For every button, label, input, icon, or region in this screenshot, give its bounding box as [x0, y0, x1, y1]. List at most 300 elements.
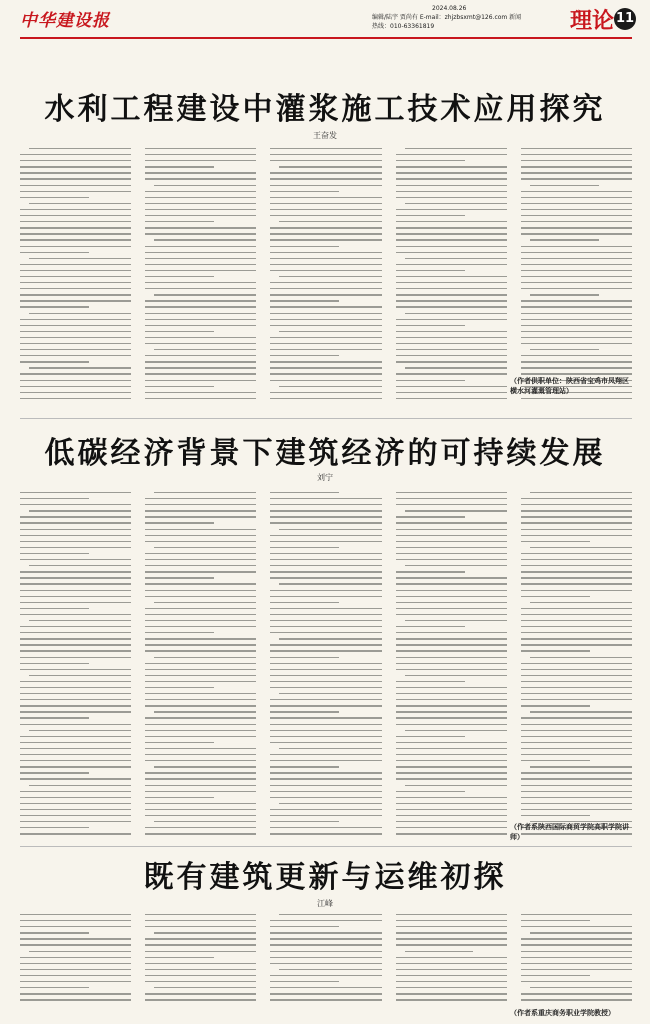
- text-line: [20, 797, 131, 798]
- text-line: [20, 154, 131, 155]
- text-line: [145, 306, 256, 307]
- text-line: [270, 203, 381, 204]
- text-line: [521, 313, 632, 314]
- text-line: [145, 565, 256, 566]
- text-line: [270, 596, 381, 597]
- text-line: [20, 337, 131, 338]
- text-line: [145, 541, 256, 542]
- text-line: [145, 969, 256, 970]
- text-line: [396, 717, 507, 718]
- text-line: [270, 288, 381, 289]
- text-line: [145, 951, 256, 952]
- article-2-author-note: （作者系陕西国际商贸学院高职学院讲师）: [510, 823, 629, 841]
- text-line: [521, 650, 590, 651]
- text-line: [396, 270, 465, 271]
- article-3-author-note: （作者系重庆商务职业学院教授）: [510, 1009, 615, 1017]
- text-line: [20, 529, 131, 530]
- text-line: [145, 282, 256, 283]
- text-line: [145, 246, 256, 247]
- text-line: [270, 724, 381, 725]
- text-line: [396, 614, 507, 615]
- article-3-body: [20, 914, 632, 1006]
- text-line: [20, 644, 131, 645]
- text-line: [396, 699, 507, 700]
- text-line: [270, 349, 381, 350]
- text-line: [270, 148, 381, 149]
- text-line: [20, 386, 131, 387]
- text-line: [521, 663, 632, 664]
- text-line: [521, 620, 632, 621]
- text-line: [396, 541, 507, 542]
- text-line: [20, 969, 131, 970]
- text-line: [396, 969, 507, 970]
- text-line: [521, 951, 632, 952]
- text-line: [145, 693, 256, 694]
- text-line: [521, 516, 632, 517]
- text-line: [270, 669, 381, 670]
- text-line: [396, 553, 507, 554]
- text-line: [396, 944, 507, 945]
- text-line: [396, 294, 507, 295]
- text-line: [405, 203, 507, 204]
- text-line: [145, 778, 256, 779]
- text-line: [145, 361, 256, 362]
- text-line: [521, 815, 590, 816]
- text-line: [270, 932, 381, 933]
- text-line: [20, 300, 131, 301]
- text-line: [521, 944, 632, 945]
- text-line: [20, 981, 131, 982]
- text-line: [521, 541, 590, 542]
- article-3-byline: 江峰: [317, 899, 333, 908]
- text-line: [396, 498, 507, 499]
- text-line: [145, 288, 256, 289]
- text-line: [396, 504, 507, 505]
- text-line: [20, 987, 89, 988]
- text-line: [154, 602, 256, 603]
- text-line: [521, 565, 632, 566]
- text-line: [270, 160, 381, 161]
- text-line: [20, 166, 131, 167]
- text-line: [530, 711, 632, 712]
- text-line: [20, 577, 131, 578]
- text-line: [145, 535, 256, 536]
- text-line: [521, 300, 632, 301]
- text-line: [20, 571, 131, 572]
- text-line: [145, 644, 256, 645]
- text-line: [145, 160, 256, 161]
- text-line: [396, 398, 507, 399]
- text-line: [521, 803, 632, 804]
- text-line: [270, 343, 381, 344]
- text-line: [20, 197, 89, 198]
- text-line: [20, 999, 131, 1000]
- text-line: [405, 148, 507, 149]
- text-line: [521, 529, 632, 530]
- text-line: [396, 535, 507, 536]
- article-3-col-2: [145, 914, 256, 1006]
- text-line: [521, 785, 632, 786]
- text-line: [530, 239, 599, 240]
- text-line: [270, 246, 339, 247]
- text-line: [29, 313, 131, 314]
- text-line: [145, 331, 214, 332]
- text-line: [145, 270, 256, 271]
- text-line: [145, 675, 256, 676]
- text-line: [396, 288, 507, 289]
- text-line: [145, 373, 256, 374]
- text-line: [396, 577, 507, 578]
- article-2-title: 低碳经济背景下建筑经济的可持续发展: [44, 436, 606, 471]
- text-line: [270, 766, 339, 767]
- text-line: [396, 559, 507, 560]
- text-line: [521, 772, 632, 773]
- text-line: [396, 571, 465, 572]
- text-line: [270, 833, 381, 834]
- text-line: [20, 669, 131, 670]
- text-line: [145, 343, 256, 344]
- text-line: [20, 553, 89, 554]
- text-line: [20, 172, 131, 173]
- text-line: [521, 355, 632, 356]
- text-line: [20, 492, 131, 493]
- article-1-body: [20, 148, 632, 408]
- text-line: [521, 270, 632, 271]
- text-line: [270, 772, 381, 773]
- text-line: [396, 920, 507, 921]
- text-line: [145, 172, 256, 173]
- text-line: [521, 809, 632, 810]
- text-line: [405, 675, 507, 676]
- text-line: [20, 319, 131, 320]
- text-line: [396, 650, 507, 651]
- text-line: [145, 638, 256, 639]
- masthead-meta: [372, 4, 522, 31]
- text-line: [270, 252, 381, 253]
- text-line: [20, 766, 131, 767]
- text-line: [145, 209, 256, 210]
- text-line: [145, 803, 256, 804]
- text-line: [521, 626, 632, 627]
- text-line: [145, 663, 256, 664]
- text-line: [279, 221, 381, 222]
- text-line: [145, 516, 256, 517]
- masthead: [0, 0, 650, 44]
- text-line: [396, 815, 507, 816]
- text-line: [145, 754, 256, 755]
- text-line: [270, 999, 381, 1000]
- text-line: [521, 172, 632, 173]
- section-divider-1: [20, 418, 632, 419]
- text-line: [521, 148, 632, 149]
- text-line: [521, 632, 632, 633]
- text-line: [20, 178, 131, 179]
- text-line: [279, 583, 381, 584]
- text-line: [20, 331, 131, 332]
- text-line: [145, 215, 256, 216]
- text-line: [521, 191, 632, 192]
- text-line: [145, 717, 256, 718]
- text-line: [279, 386, 381, 387]
- article-2-col-2: [145, 492, 256, 842]
- text-line: [521, 969, 632, 970]
- text-line: [270, 620, 381, 621]
- text-line: [154, 932, 256, 933]
- text-line: [29, 148, 131, 149]
- article-3-col-5: [521, 914, 632, 1006]
- text-line: [396, 626, 465, 627]
- text-line: [145, 681, 256, 682]
- text-line: [20, 596, 131, 597]
- text-line: [405, 951, 474, 952]
- text-line: [154, 239, 256, 240]
- text-line: [270, 270, 381, 271]
- text-line: [521, 154, 632, 155]
- text-line: [145, 736, 256, 737]
- text-line: [270, 993, 381, 994]
- text-line: [20, 657, 131, 658]
- text-line: [20, 227, 131, 228]
- text-line: [396, 373, 507, 374]
- text-line: [145, 191, 256, 192]
- text-line: [270, 809, 381, 810]
- text-line: [396, 522, 507, 523]
- text-line: [270, 294, 381, 295]
- text-line: [396, 821, 507, 822]
- text-line: [279, 166, 381, 167]
- text-line: [521, 166, 632, 167]
- text-line: [145, 772, 256, 773]
- article-3-title: 既有建筑更新与运维初探: [143, 860, 507, 895]
- text-line: [20, 590, 131, 591]
- text-line: [270, 957, 381, 958]
- text-line: [521, 504, 632, 505]
- text-line: [20, 276, 131, 277]
- text-line: [521, 510, 632, 511]
- text-line: [29, 675, 131, 676]
- text-line: [396, 233, 507, 234]
- text-line: [20, 815, 131, 816]
- text-line: [270, 797, 381, 798]
- text-line: [521, 687, 632, 688]
- text-line: [270, 657, 339, 658]
- text-line: [396, 386, 507, 387]
- text-line: [20, 215, 131, 216]
- text-line: [20, 938, 131, 939]
- text-line: [29, 203, 131, 204]
- text-line: [396, 380, 465, 381]
- text-line: [270, 687, 381, 688]
- text-line: [145, 791, 256, 792]
- text-line: [521, 938, 632, 939]
- text-line: [270, 778, 381, 779]
- text-line: [20, 325, 131, 326]
- text-line: [20, 547, 131, 548]
- text-line: [270, 602, 339, 603]
- text-line: [20, 626, 131, 627]
- text-line: [20, 233, 131, 234]
- text-line: [521, 993, 632, 994]
- text-line: [145, 319, 256, 320]
- text-line: [20, 602, 131, 603]
- text-line: [270, 717, 381, 718]
- text-line: [521, 926, 632, 927]
- text-line: [270, 650, 381, 651]
- text-line: [396, 963, 507, 964]
- text-line: [154, 349, 256, 350]
- text-line: [405, 510, 507, 511]
- text-line: [270, 492, 339, 493]
- text-line: [270, 730, 381, 731]
- section-title: 理论: [570, 8, 615, 34]
- newspaper-logo: 中华建设报: [20, 11, 110, 31]
- text-line: [396, 185, 507, 186]
- text-line: [20, 355, 131, 356]
- text-line: [270, 380, 381, 381]
- text-line: [20, 288, 131, 289]
- text-line: [270, 522, 381, 523]
- text-line: [521, 276, 632, 277]
- text-line: [20, 803, 131, 804]
- text-line: [396, 754, 507, 755]
- text-line: [29, 258, 131, 259]
- text-line: [270, 373, 381, 374]
- article-2-col-3: [270, 492, 381, 842]
- text-line: [20, 306, 89, 307]
- text-line: [145, 386, 214, 387]
- text-line: [20, 809, 131, 810]
- text-line: [396, 748, 507, 749]
- text-line: [20, 748, 131, 749]
- text-line: [521, 203, 632, 204]
- text-line: [279, 969, 381, 970]
- article-1-byline: 王奋发: [313, 131, 337, 140]
- text-line: [521, 760, 590, 761]
- text-line: [396, 282, 507, 283]
- text-line: [270, 675, 381, 676]
- text-line: [521, 252, 632, 253]
- text-line: [405, 258, 507, 259]
- text-line: [270, 663, 381, 664]
- text-line: [396, 938, 507, 939]
- text-line: [396, 264, 507, 265]
- text-line: [145, 258, 256, 259]
- text-line: [521, 264, 632, 265]
- text-line: [396, 657, 507, 658]
- text-line: [521, 215, 632, 216]
- text-line: [521, 319, 632, 320]
- text-line: [396, 711, 507, 712]
- text-line: [145, 957, 214, 958]
- text-line: [270, 325, 381, 326]
- text-line: [396, 529, 507, 530]
- text-line: [396, 583, 507, 584]
- text-line: [145, 981, 256, 982]
- text-line: [145, 699, 256, 700]
- text-line: [521, 975, 590, 976]
- text-line: [270, 736, 381, 737]
- text-line: [521, 367, 632, 368]
- text-line: [396, 178, 507, 179]
- text-line: [396, 778, 507, 779]
- text-line: [279, 529, 381, 530]
- text-line: [396, 687, 507, 688]
- text-line: [396, 742, 507, 743]
- text-line: [396, 227, 507, 228]
- text-line: [396, 932, 507, 933]
- text-line: [530, 294, 599, 295]
- text-line: [20, 392, 131, 393]
- text-line: [20, 380, 131, 381]
- text-line: [20, 264, 131, 265]
- text-line: [521, 178, 632, 179]
- text-line: [270, 535, 381, 536]
- text-line: [270, 553, 381, 554]
- text-line: [20, 754, 131, 755]
- text-line: [145, 938, 256, 939]
- text-line: [145, 553, 256, 554]
- text-line: [270, 608, 381, 609]
- text-line: [396, 306, 507, 307]
- text-line: [145, 590, 256, 591]
- text-line: [270, 614, 381, 615]
- text-line: [270, 981, 339, 982]
- text-line: [521, 331, 632, 332]
- text-line: [521, 724, 632, 725]
- text-line: [396, 392, 507, 393]
- text-line: [20, 975, 131, 976]
- text-line: [270, 258, 381, 259]
- text-line: [270, 754, 381, 755]
- text-line: [145, 197, 256, 198]
- text-line: [145, 221, 214, 222]
- text-line: [20, 993, 131, 994]
- text-line: [145, 944, 256, 945]
- text-line: [521, 325, 632, 326]
- text-line: [270, 547, 339, 548]
- text-line: [530, 987, 632, 988]
- text-line: [521, 559, 632, 560]
- text-line: [270, 300, 339, 301]
- article-1-col-3: [270, 148, 381, 408]
- text-line: [396, 914, 507, 915]
- text-line: [521, 797, 632, 798]
- text-line: [405, 620, 507, 621]
- article-2-col-4: [396, 492, 507, 842]
- text-line: [521, 669, 632, 670]
- text-line: [521, 920, 590, 921]
- text-line: [396, 343, 507, 344]
- text-line: [279, 276, 381, 277]
- text-line: [154, 547, 256, 548]
- text-line: [145, 166, 214, 167]
- text-line: [20, 693, 131, 694]
- text-line: [396, 547, 507, 548]
- text-line: [521, 963, 632, 964]
- text-line: [270, 541, 381, 542]
- text-line: [396, 926, 507, 927]
- text-line: [521, 361, 632, 362]
- text-line: [396, 608, 507, 609]
- text-line: [145, 614, 256, 615]
- text-line: [145, 227, 256, 228]
- text-line: [396, 987, 507, 988]
- text-line: [530, 602, 632, 603]
- text-line: [20, 398, 131, 399]
- text-line: [270, 681, 381, 682]
- text-line: [521, 608, 632, 609]
- text-line: [270, 367, 381, 368]
